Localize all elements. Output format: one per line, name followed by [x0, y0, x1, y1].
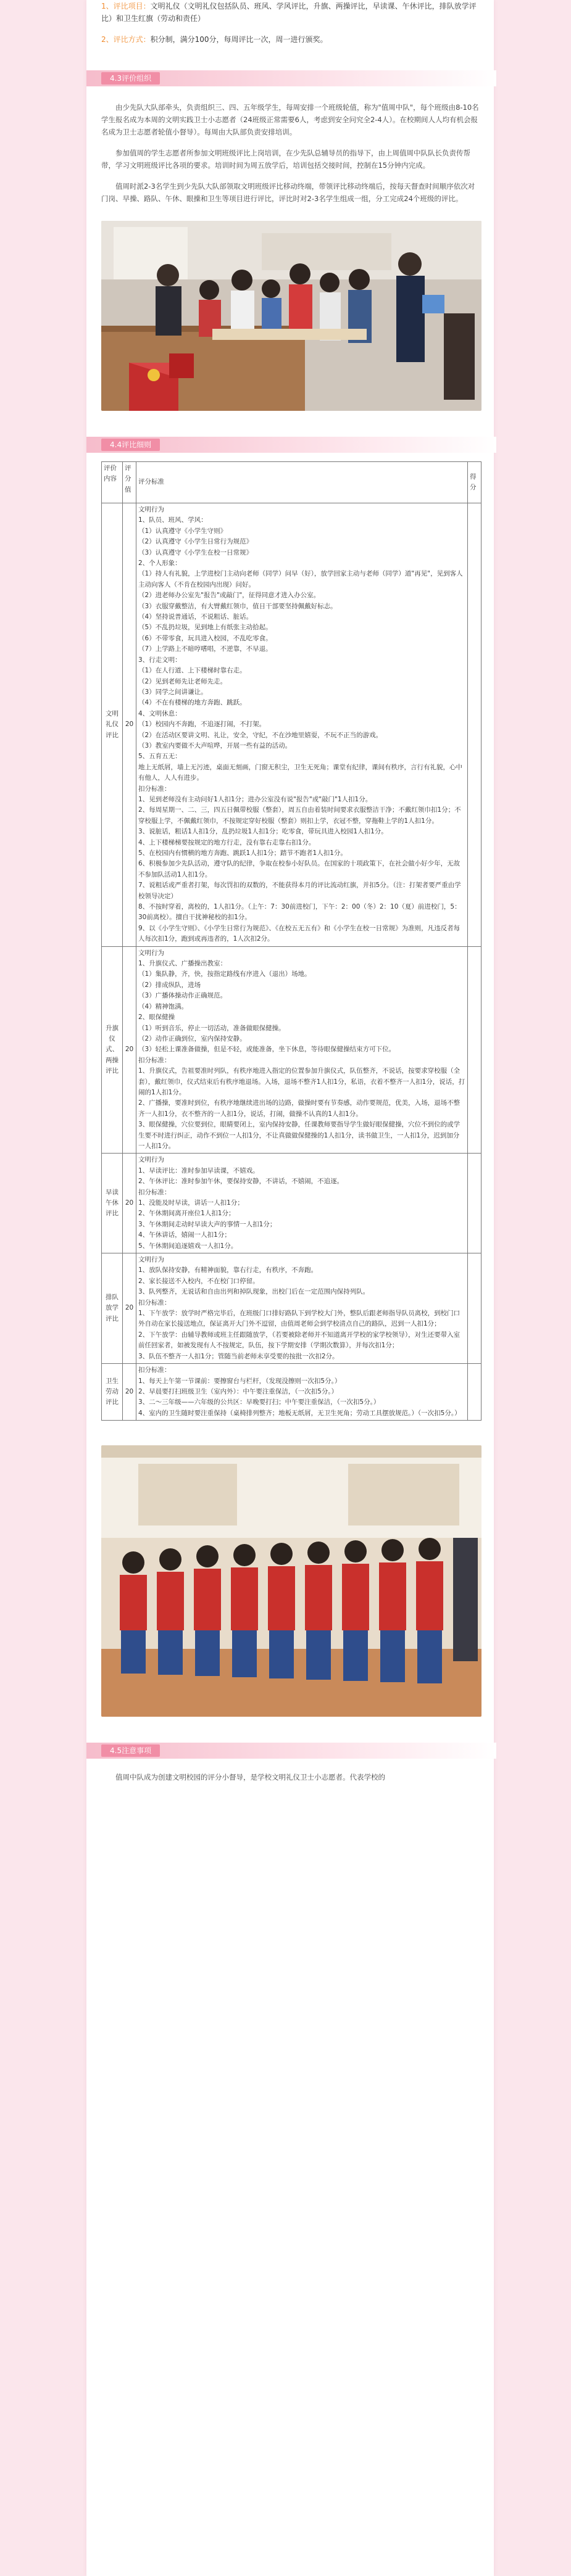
criteria-text: 文明行为 1、放队保持安静，有精神面貌，靠右行走，有秩序，不奔跑。 2、家长接送不入校内，不在校门口停留。 3、队列整齐，无说话和自由出列和掉队现象，出校门后在一定范围内保持列队。 扣分标准： 1、下午放学：放学时严格完毕后，在班级门口排好路队下到学校大门外，整队后跟老师指导队员离校，到校门口外自动在家长接送地点，保证离开大门外不逗留，由值周老师会到学校清点自己的路队，迟到一人扣1分； 2、下午放学：由辅导教师或班主任跟随放学，（若要被除老师并不知道离开学校的家学校领导），对生还要带入室前任回家者，如被发现有人不按规定，队伍，按下学期安排（学期次数算），并每次扣1分； 3、队伍不整齐一人扣1分；管随当前老师未享受要的按批一次扣2分。 — [138, 1256, 461, 1360]
table-row — [102, 1253, 481, 1364]
evaluation-items-text: 文明礼仪（文明礼仪包括队员、班风、学风评比，升旗、两操评比，早读课、午休评比，排队放学评比）和卫生红旗（劳动和责任） — [101, 2, 477, 23]
section-header-4-3 — [86, 70, 496, 86]
photo-students-lineup — [101, 1445, 481, 1717]
row-remark — [468, 946, 481, 1154]
header-remark: 得分 — [468, 462, 481, 503]
row-criteria — [136, 946, 468, 1154]
table-header-row — [102, 462, 481, 503]
row-remark — [468, 1253, 481, 1364]
row-points: 20 — [123, 1364, 136, 1421]
scoring-rules-table — [101, 461, 481, 1421]
row-item: 升旗仪式、两操评比 — [102, 946, 123, 1154]
row-remark — [468, 1364, 481, 1421]
header-points: 评分值 — [123, 462, 136, 503]
row-criteria — [136, 1364, 468, 1421]
criteria-text: 文明行为 1、升旗仪式、广播操出教室： （1）集队静，齐，快，按指定路线有序进入（退出）场地。 （2）排成纵队，进场 （3）广播体操动作正确规范。 （4）精神饱满。 2、眼保健操 （1）听到音乐，停止一切活动，准备做眼保健操。 （2）动作正确到位，室内保持安静。 （3）轻松上课准备做操，但是不轻，或能准备，坐下休息，等待眼保健操结束方可下位。 扣分标准： 1、升旗仪式，告祖要准时列队，有秩序地进入指定的位置参加升旗仪式，队伍整齐，不说话，按要求穿校服（全套），戴红领巾，仪式结束后有秩序地退场。入场，退场不整齐1人扣1分，私语，衣着不整齐一人扣1分，说话，打闹的1人扣1分。 2、广播操，要准时到位，有秩序地继续进出场的边路，做操时要有节奏感，动作要规范，优美，入场，退场不整齐一人扣1分，衣不整齐的一人扣1分，说话，打闹，做操不认真的1人扣1分。 3、眼保健操，穴位要到位，眼睛要闭上，室内保持安静，任课教师要指导学生做好眼保健操，穴位不到位的或学生要不时进行纠正，动作不到位一人扣1分，不让真做做保健操的1人扣1分，读书做卫生，一人扣1分，迟到加分一人扣1分。 — [138, 949, 465, 1150]
evaluation-method-text: 积分制，满分100分，每周评比一次，周一进行颁奖。 — [150, 35, 328, 44]
table-row — [102, 946, 481, 1154]
paragraph-training: 参加值周的学生志愿者所参加文明班级评比上岗培训，在少先队总辅导员的指导下，由上周值周中队队长负责传帮带，学习文明班级评比各项的要求。培训时间为周五放学后，培训包括交接时间，控制在15分钟内完成。 — [101, 149, 470, 170]
evaluation-method-line — [101, 33, 481, 46]
evaluation-items-label: 1、评比项目： — [101, 2, 151, 10]
lineup-photo-illustration — [101, 1445, 481, 1717]
table-row — [102, 1154, 481, 1253]
criteria-text: 文明行为 1、早读评比：准时参加早读课，不嬉戏。 2、午休评比：准时参加午休，要保持安静，不讲话，不嬉闹，不追逐。 扣分标准： 1、没能及时早读，讲话一人扣1分； 2、午休期间离开座位1人扣1分； 3、午休期间走动时早读大声的事情一人扣1分； 4、午休讲话，嬉闹一人扣1分； 5、午休期间追逐嬉戏一人扣1分。 — [138, 1156, 344, 1250]
paragraph-notes: 值周中队成为创建文明校园的评分小督导，是学校文明礼仪卫士小志愿者。代表学校的 — [115, 1773, 385, 1782]
photo-training-session — [101, 221, 481, 411]
evaluation-method-label: 2、评比方式： — [101, 35, 151, 44]
section-tag-4-3: 4.3评价组织 — [101, 72, 160, 85]
row-remark — [468, 503, 481, 947]
header-criteria: 评分标准 — [136, 462, 468, 503]
section-header-4-5 — [86, 1743, 496, 1759]
section-tag-4-5: 4.5注意事项 — [101, 1744, 160, 1757]
row-points: 20 — [123, 1154, 136, 1253]
section-header-4-4 — [86, 437, 496, 453]
row-item: 早读午休评比 — [102, 1154, 123, 1253]
criteria-text: 扣分标准： 1、每天上午第一节课前：要擦窗台与栏杆，（发现没擦则一次扣5分。） 2、早晨要打扫班级卫生（室内外）：中午要注重保洁，（一次扣5分。） 3、二～三年级——六年级的公共区：早晚要打扫；中午要注重保洁，（一次扣5分。） 4、室内的卫生随时要注重保持（桌椅排列整齐；地板无纸屑，无卫生死角；劳动工具摆放规范。）（一次扣5分。） — [138, 1366, 461, 1417]
row-item: 排队放学评比 — [102, 1253, 123, 1364]
article-content — [101, 0, 481, 1783]
row-criteria — [136, 503, 468, 947]
paragraph-organization: 由少先队大队部牵头，负责组织三、四、五年级学生，每周安排一个班级轮值，称为"值周中队"，每个班级由8-10名学生报名成为本周的文明实践卫士小志愿者（24班级正常需要6人，考虑到安全问究全2-4人）。在校期间人人均有机会报名成为卫士志愿者轮值小督导）。每周由大队部负责安排培训。 — [101, 103, 479, 136]
row-item: 卫生劳动评比 — [102, 1364, 123, 1421]
table-row — [102, 503, 481, 947]
article-page — [86, 0, 494, 2576]
row-item: 文明礼仪评比 — [102, 503, 123, 947]
training-photo-illustration — [101, 221, 481, 411]
section-tag-4-4: 4.4评比细则 — [101, 439, 160, 451]
table-row — [102, 1364, 481, 1421]
row-points: 20 — [123, 503, 136, 947]
row-points: 20 — [123, 946, 136, 1154]
row-criteria — [136, 1253, 468, 1364]
evaluation-items-line — [101, 0, 481, 25]
criteria-text: 文明行为 1、队员、班风、学风： （1）认真遵守《小学生守则》 （2）认真遵守《小学生日常行为规范》 （3）认真遵守《小学生在校一日常规》 2、个人形象： （1）持人有礼貌，上学进校门主动向老师（同学）问早（好），放学回家主动与老师（同学）道"再见"，见到客人主动向客人（不肯在校园内出现）问好。 （2）进老师办公室先"报告"或敲门"，征得同意才进入办公室。 （3）衣服穿戴整洁，有大臂戴红领巾，值日干部要坚持佩戴好标志。 （4）坚持说普通话，不说粗话、脏话。 （5）不乱扔垃圾，见到地上有纸张主动拾起。 （6）不带零食，玩具进入校园，不乱吃零食。 （7）上学路上不暗哼嗜唱，不逆靠，不早退。 3、行走文明： （1）在人行道、上下楼梯时靠右走。 （2）见到老师先让老师先走。 （3）同学之间讲谦让。 （4）不在有楼梯的地方奔跑、跳跃。 4、文明休息： （1）校园内不奔跑，不追逐打闹，不打架。 （2）在活动区要讲文明、礼让，安全，守纪，不在沙地里嬉耍，不玩不正当的游戏。 （3）教室内要做不大声喧哗，开展一些有益的活动。 5、五育五无： 地上无纸屑，墙上无污迹，桌面无刻画，门窗无积尘，卫生无死角；课堂有纪律，课间有秩序，言行有礼貌，心中有他人，人人有进步。 扣分标准： 1、见到老师没有主动问好1人扣1分；进办公室没有说"报告"或"敲门"1人扣1分。 2、每周星期一、二、三，四五日佩带校服（整套），周五自由着装时间要求衣服整洁干净；不戴红领巾扣1分；不穿校服上学，不佩戴红领巾，不按规定穿好校服（整套）则扣上学，衣冠不整，穿拖鞋上学的1人扣1分。 3、说脏话，粗话1人扣1分，乱扔垃圾1人扣1分；吃零食，带玩具进入校园1人扣1分。 4、上下楼梯梯要按规定的地方行走，没有靠右走靠右扣1分。 5、在校园内有惯横的地方奔跑、跳跃1人扣1分；踏节不跑者1人扣1分。 6、积极参加少先队活动，遵守队的纪律，争取在校参小好队员。在国家的十项政策下，在社会做小好少年，无故不参加队活动1人扣1分。 7、说粗话或严重者打架，每次罚扣的双数的，不能获得本月的评比流动红旗，并扣5分。（注：打架者要严重由学校领导决定） 8、不按时穿着，离校的，1人扣1分。（上午：7：30前进校门，下午：2：00（冬）2：10（夏）前进校门，5：30前离校）。擅自干扰神秘校的扣1分。 9、以《小学生守则》、《小学生日常行为规范》、《在校五无五有》和《小学生在校一日常规》为准则，凡违反者每人每次扣1分，跑到或再违者的，1人次扣2分。 — [138, 506, 463, 943]
paragraph-duty-process: 值周时派2-3名学生到少先队大队部领取文明班级评比移动终端，带领评比移动终端后，按每天督查时间顺序依次对门岗、早操、路队、午休、眼操和卫生等项目进行评比，评比时对2-3名学生组成一组，分工完成24个班级的评比。 — [101, 182, 475, 203]
header-item: 评价内容 — [102, 462, 123, 503]
row-criteria — [136, 1154, 468, 1253]
row-remark — [468, 1154, 481, 1253]
row-points: 20 — [123, 1253, 136, 1364]
